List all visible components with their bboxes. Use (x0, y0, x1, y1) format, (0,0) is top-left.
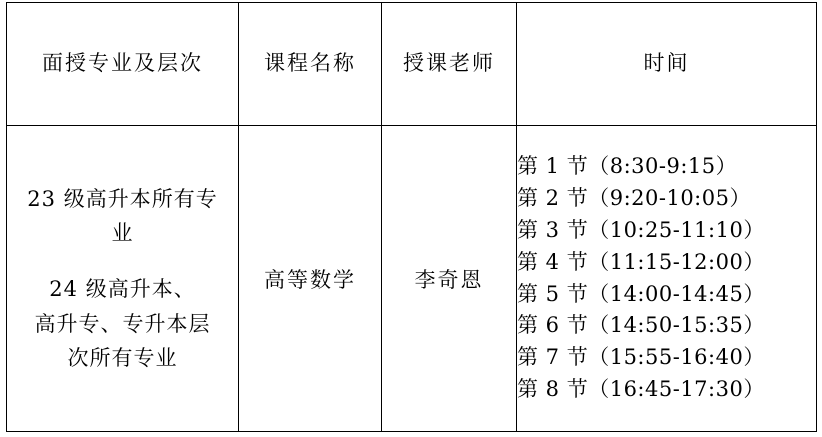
major-line: 高升专、专升本层 (34, 311, 211, 336)
time-line: 第 4 节（11:15-12:00） (517, 249, 765, 274)
header-label-course: 课程名称 (264, 51, 356, 76)
table-row (7, 126, 817, 432)
document-page (0, 2, 822, 437)
header-label-teacher: 授课老师 (403, 51, 495, 76)
class-schedule-table (6, 2, 817, 432)
paragraph-spacer (7, 250, 238, 272)
cell-time (517, 126, 817, 432)
time-line: 第 2 节（9:20-10:05） (517, 185, 751, 210)
header-label-major: 面授专业及层次 (42, 51, 203, 76)
time-line: 第 8 节（16:45-17:30） (517, 377, 765, 402)
time-line: 第 7 节（15:55-16:40） (517, 345, 765, 370)
major-line: 次所有专业 (67, 345, 178, 370)
course-name: 高等数学 (264, 267, 356, 292)
cell-course (239, 126, 382, 432)
header-cell-time (517, 3, 817, 126)
major-line: 业 (111, 221, 134, 246)
major-line: 23 级高升本所有专 (27, 187, 218, 212)
header-label-time: 时间 (643, 51, 690, 76)
time-line: 第 3 节（10:25-11:10） (517, 217, 765, 242)
header-cell-course (239, 3, 382, 126)
major-line: 24 级高升本、 (49, 277, 196, 302)
cell-major (7, 126, 239, 432)
time-line: 第 5 节（14:00-14:45） (517, 281, 765, 306)
time-line: 第 1 节（8:30-9:15） (517, 153, 738, 178)
header-cell-teacher (382, 3, 517, 126)
cell-teacher (382, 126, 517, 432)
time-line: 第 6 节（14:50-15:35） (517, 313, 765, 338)
table-header-row (7, 3, 817, 126)
header-cell-major (7, 3, 239, 126)
teacher-name: 李奇恩 (414, 267, 484, 292)
